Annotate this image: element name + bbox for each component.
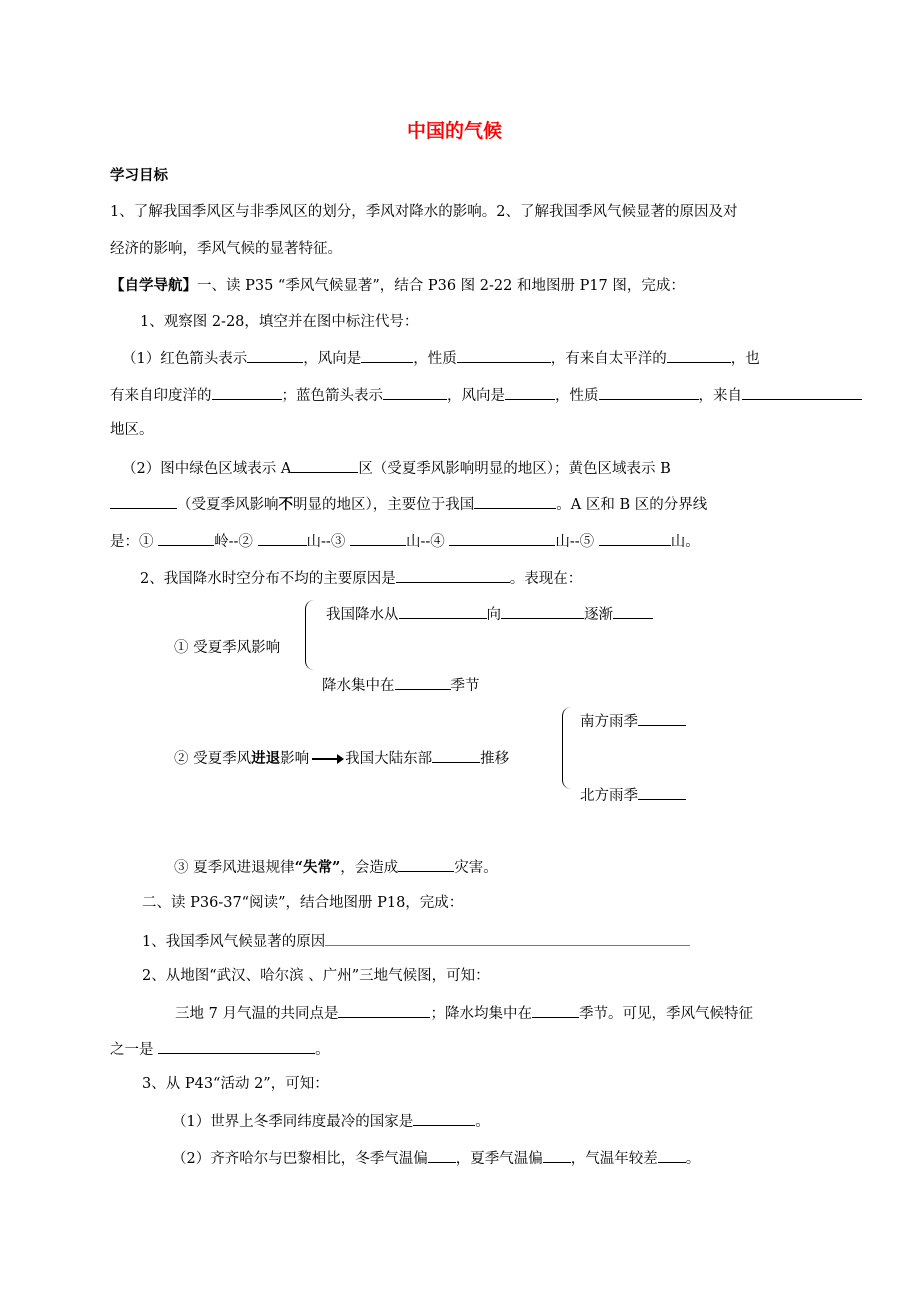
text: ，性质 [555,388,599,404]
blank[interactable] [543,1148,571,1163]
blank[interactable] [432,748,480,763]
text: 影响 [280,751,310,767]
blank[interactable] [599,531,671,546]
text: （2）齐齐哈尔与巴黎相比，冬季气温偏 [172,1151,428,1167]
blank[interactable] [398,857,454,872]
blank[interactable] [212,385,282,400]
text: 进退 [251,750,281,767]
text: 我国降水从 [326,607,399,623]
text: 季节。可见，季风气候特征 [578,1006,753,1022]
blank[interactable] [667,348,731,363]
text: ；蓝色箭头表示 [281,388,383,404]
blank[interactable] [258,531,307,546]
blank[interactable] [505,385,555,400]
brace [305,600,314,670]
r3 [174,857,498,877]
text: 南方雨季 [580,714,638,730]
text: 向 [486,607,501,623]
text: 三地 7 月气温的共同点是 [175,1006,339,1022]
s2: 2、从地图“武汉、哈尔滨 、广州”三地气候图，可知： [142,968,490,984]
text: 。A 区和 B 区的分界线 [556,497,708,513]
text: ，有来自太平洋的 [550,351,667,367]
text: ，会造成 [340,860,399,876]
blank[interactable] [501,604,584,619]
text: ，来自 [698,388,742,404]
text: 推移 [480,751,510,767]
s2a-line2 [110,1039,330,1059]
blank[interactable] [158,1039,315,1054]
blank[interactable] [413,1111,475,1126]
text: 之一是 [110,1042,154,1058]
blank[interactable] [247,348,303,363]
blank[interactable] [474,494,556,509]
text: （受夏季风影响 [177,497,279,513]
text: 1、我国季风气候显著的原因 [142,934,326,950]
p1-line2 [110,385,862,405]
blank[interactable] [350,531,406,546]
blank[interactable] [428,1148,456,1163]
text: 。 [685,1151,701,1167]
blank[interactable] [395,675,451,690]
text: 岭--② [214,534,253,550]
text: ，风向是 [447,388,505,404]
r1-label: ① 受夏季风影响 [174,640,281,656]
blank[interactable] [291,458,358,473]
r1-bottom [322,675,480,695]
r2-main [174,748,509,768]
nav-label: 【自学导航】 [110,278,197,294]
arrow-right-icon [312,758,342,760]
text: ，夏季气温偏 [455,1151,543,1167]
blank[interactable] [396,568,510,583]
blank[interactable] [599,385,699,400]
p2-line3 [110,531,700,551]
text: 。表现在： [509,571,583,587]
nav-line [110,277,685,295]
goals-heading: 学习目标 [110,168,168,184]
text: 北方雨季 [580,788,638,804]
text: 明显的地区），主要位于我国 [293,497,475,513]
text: “失常” [294,859,341,876]
text: 2、我国降水时空分布不均的主要原因是 [140,571,396,587]
text: ，也 [730,351,760,367]
blank[interactable] [638,785,686,800]
text: ，风向是 [303,351,362,367]
question-2 [140,568,582,588]
s2a-line1 [175,1003,753,1023]
text: 山--③ [306,534,346,550]
blank[interactable] [532,1003,579,1018]
text: （1）世界上冬季同纬度最冷的国家是 [172,1114,414,1130]
text: 山--④ [405,534,445,550]
text: ③ 夏季风进退规律 [174,860,295,876]
text: 不 [278,496,293,513]
text: 山--⑤ [555,534,595,550]
blank[interactable] [638,711,686,726]
s3b [172,1148,700,1168]
s3a [172,1111,490,1131]
brace [562,707,571,789]
blank[interactable] [158,531,214,546]
nav-text: 一、读 P35 “季风气候显著”，结合 P36 图 2-22 和地图册 P17 图，完成： [197,278,685,294]
s3: 3、从 P43“活动 2”，可知： [142,1076,329,1092]
part-2-heading: 二、读 P36-37“阅读”，结合地图册 P18，完成： [142,895,464,911]
text: 山。 [670,534,700,550]
text: 我国大陆东部 [345,751,433,767]
text: 降水集中在 [322,678,395,694]
text: 。 [315,1042,330,1058]
text: ；降水均集中在 [430,1006,532,1022]
r2-south [580,711,686,731]
text: ，性质 [413,351,457,367]
blank[interactable] [399,604,487,619]
text: ② 受夏季风 [174,751,252,767]
text: ，气温年较差 [570,1151,658,1167]
text: 季节 [450,678,480,694]
s1 [142,931,690,951]
text: 灾害。 [454,860,498,876]
blank[interactable] [383,385,447,400]
question-1: 1、观察图 2-28，填空并在图中标注代号： [140,314,419,330]
goal-line: 1、了解我国季风区与非季风区的划分，季风对降水的影响。2、了解我国季风气候显著的原因及对 [110,204,738,220]
text: （1）红色箭头表示 [122,351,248,367]
goal-line: 经济的影响，季风气候的显著特征。 [110,241,342,257]
p1-line3: 地区。 [110,422,154,438]
blank[interactable] [449,531,555,546]
blank[interactable] [457,348,551,363]
blank[interactable] [338,1003,430,1018]
r2-north [580,785,686,805]
text: 有来自印度洋的 [110,388,212,404]
p2-line2 [110,494,707,514]
blank[interactable] [613,604,653,619]
blank[interactable] [110,494,177,509]
blank[interactable] [361,348,413,363]
blank[interactable] [658,1148,686,1163]
r1-top [326,604,653,624]
page-title: 中国的气候 [407,120,503,142]
p2-line1 [122,458,671,478]
text: 。 [475,1114,490,1130]
blank[interactable] [325,931,690,946]
text: 逐渐 [584,607,613,623]
text: （2）图中绿色区域表示 A [122,461,292,477]
blank[interactable] [742,385,862,400]
p1-line1 [122,348,760,368]
text: 区（受夏季风影响明显的地区）；黄色区域表示 B [358,461,671,477]
text: 是：① [110,534,154,550]
